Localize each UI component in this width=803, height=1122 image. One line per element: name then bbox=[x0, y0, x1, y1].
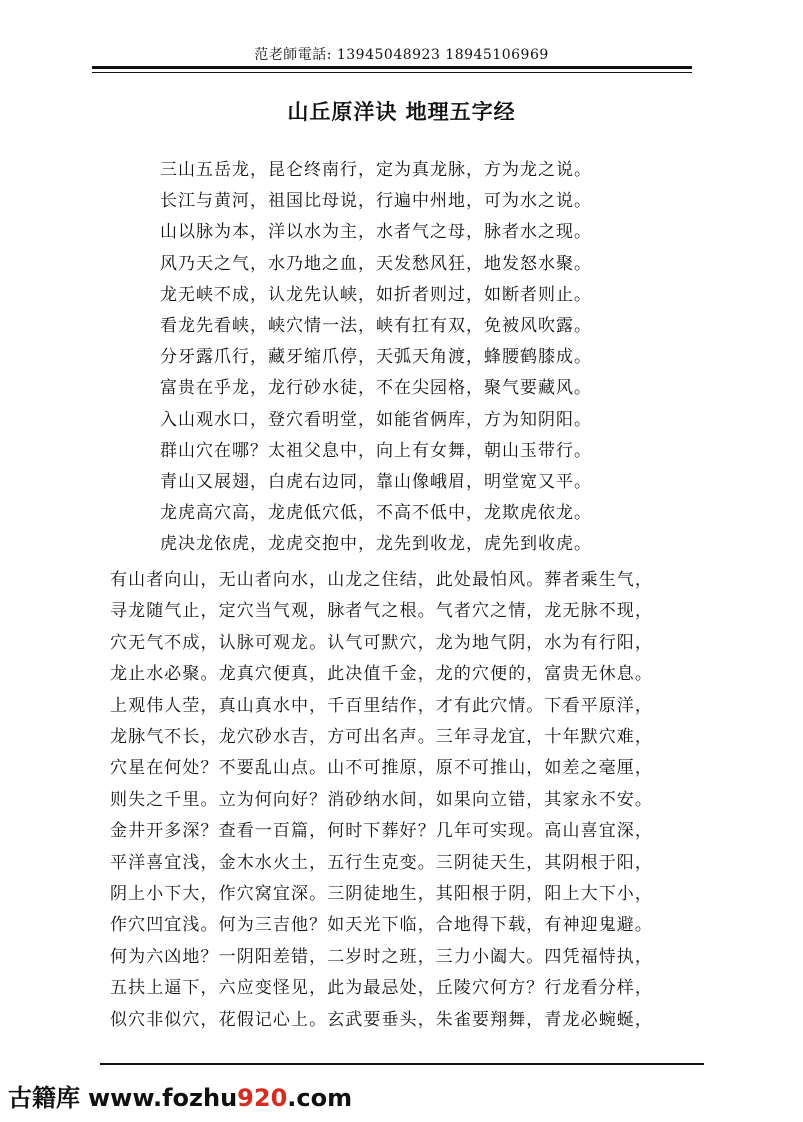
prose-line: 穴无气不成，认脉可观龙。认气可默穴，龙为地气阴，水为有行阳， bbox=[110, 632, 653, 653]
header-contact: 范老師電話: 13945048923 18945106969 bbox=[254, 47, 549, 63]
poem-line: 看龙先看峡，峡穴情一法，峡有扛有双，免被风吹露。 bbox=[160, 316, 592, 337]
watermark bbox=[8, 1078, 352, 1113]
prose-line: 平洋喜宜浅，金木水火土，五行生克变。三阴徒天生，其阴根于阳， bbox=[110, 852, 653, 873]
poem-line: 群山穴在哪？太祖父息中，向上有女舞，朝山玉带行。 bbox=[160, 440, 592, 461]
poem-line: 富贵在乎龙，龙行砂水徒，不在尖园格，聚气要藏风。 bbox=[160, 378, 592, 399]
watermark-url[interactable] bbox=[88, 1084, 352, 1112]
poem-block bbox=[160, 155, 720, 561]
prose-line: 寻龙随气止，定穴当气观，脉者气之根。气者穴之情，龙无脉不现， bbox=[110, 601, 653, 622]
prose-line: 何为六凶地？一阴阳差错，二岁时之班，三力小阖大。四凭福恃执， bbox=[110, 946, 653, 967]
prose-line: 则失之千里。立为何向好？消砂纳水间，如果向立错，其家永不安。 bbox=[110, 789, 653, 810]
poem-line: 龙无峡不成，认龙先认峡，如折者则过，如断者则止。 bbox=[160, 284, 592, 305]
poem-line: 风乃天之气，水乃地之血，天发愁风狂，地发怒水聚。 bbox=[160, 253, 592, 274]
poem-line: 长江与黄河，祖国比母说，行遍中州地，可为水之说。 bbox=[160, 191, 592, 212]
header-rule-thin bbox=[92, 72, 692, 73]
prose-line: 龙止水必聚。龙真穴便真，此决值千金，龙的穴便的，富贵无休息。 bbox=[110, 664, 653, 685]
watermark-url-number: 920 bbox=[237, 1084, 288, 1112]
poem-line: 龙虎高穴高，龙虎低穴低，不高不低中，龙欺虎依龙。 bbox=[160, 503, 592, 524]
page-title: 山丘原洋诀 地理五字经 bbox=[287, 100, 516, 124]
watermark-url-prefix: www.fozhu bbox=[88, 1084, 238, 1112]
prose-block bbox=[110, 565, 700, 1036]
footer-rule bbox=[100, 1063, 704, 1065]
poem-line: 虎决龙依虎，龙虎交抱中，龙先到收龙，虎先到收虎。 bbox=[160, 534, 592, 555]
watermark-url-suffix: .com bbox=[287, 1084, 353, 1112]
poem-line: 山以脉为本，洋以水为主，水者气之母，脉者水之现。 bbox=[160, 222, 592, 243]
poem-line: 三山五岳龙，昆仑终南行，定为真龙脉，方为龙之说。 bbox=[160, 160, 592, 180]
header-rule-thick bbox=[92, 66, 692, 69]
prose-line: 金井开多深？查看一百篇，何时下葬好？几年可实现。高山喜宜深， bbox=[110, 821, 653, 842]
prose-line: 龙脉气不长，龙穴砂水吉，方可出名声。三年寻龙宜，十年默穴难， bbox=[110, 727, 653, 748]
prose-line: 似穴非似穴，花假记心上。玄武要垂头，朱雀要翔舞，青龙必蜿蜒， bbox=[110, 1009, 653, 1030]
poem-line: 青山又展翅，白虎右边同，靠山像峨眉，明堂宽又平。 bbox=[160, 472, 592, 493]
poem-line: 入山观水口，登穴看明堂，如能省俩库，方为知阴阳。 bbox=[160, 409, 592, 430]
watermark-site-name: 古籍库 bbox=[8, 1084, 80, 1112]
prose-line: 有山者向山，无山者向水，山龙之住结，此处最怕风。葬者乘生气， bbox=[110, 570, 653, 590]
prose-line: 阴上小下大，作穴窝宜深。三阴徒地生，其阳根于阴，阳上大下小， bbox=[110, 884, 653, 905]
prose-line: 作穴凹宜浅。何为三吉他？如天光下临，合地得下载，有神迎鬼避。 bbox=[110, 915, 653, 936]
prose-line: 穴星在何处？不要乱山点。山不可推原，原不可推山，如差之毫厘， bbox=[110, 758, 653, 779]
poem-line: 分牙露爪行，藏牙缩爪停，天弧天角渡，蜂腰鹤膝成。 bbox=[160, 347, 592, 368]
prose-line: 五扶上逼下，六应变怪见，此为最忌处，丘陵穴何方？行龙看分样， bbox=[110, 978, 653, 999]
prose-line: 上观伟人茔，真山真水中，千百里结作，才有此穴情。下看平原洋， bbox=[110, 695, 653, 716]
